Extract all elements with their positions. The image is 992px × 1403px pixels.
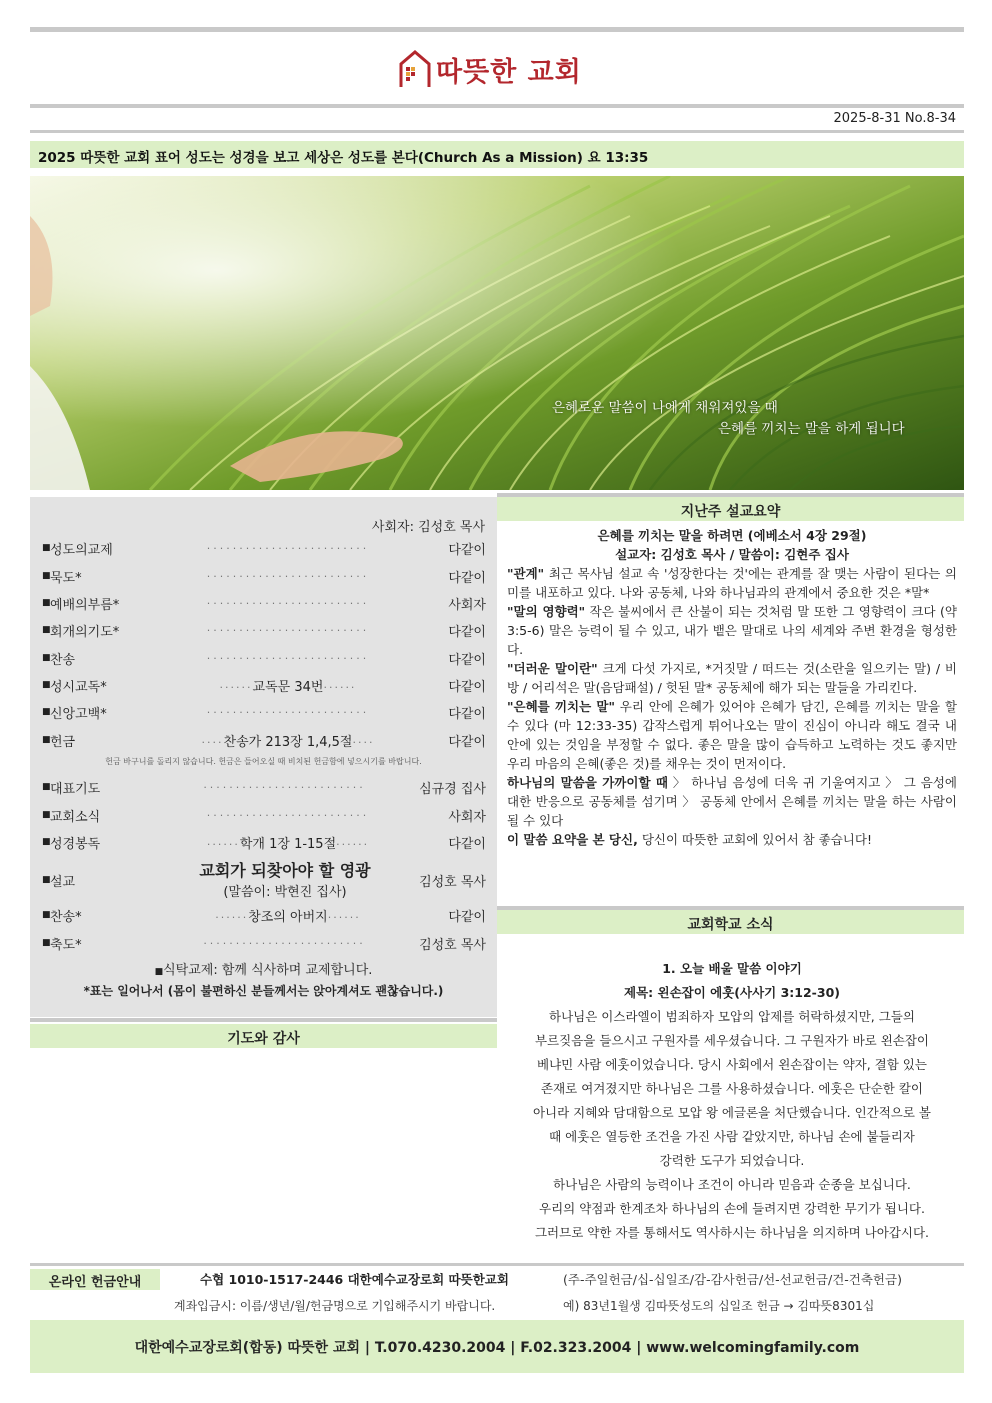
order-item: ■ 교회소식 ························· 사회자 — [42, 804, 486, 826]
summary-closing: 이 말씀 요약을 본 당신, 당신이 따뜻한 교회에 있어서 참 좋습니다! — [507, 832, 872, 847]
school-news — [507, 957, 957, 1245]
order-item-leader: 사회자 — [448, 597, 486, 613]
online-instruction: 계좌입금시: 이름/생년/월/헌금명으로 기입해주시기 바랍니다. — [174, 1299, 496, 1313]
sermon-speaker: (말씀이: 박현진 집사) — [223, 885, 347, 900]
order-item-detail: 학개 1장 1-15절 — [239, 836, 337, 852]
order-item: ■ 성도의교제 ························· 다같이 — [42, 537, 486, 559]
order-item-leader: 사회자 — [448, 809, 486, 825]
footer-contact: 대한예수교장로회(합동) 따뜻한 교회 | T.070.4230.2004 | F.02.323.2004 | www.welcomingfamily.com — [30, 1320, 964, 1373]
summary-paragraph: "관계" 최근 목사님 설교 속 '성장한다는 것'에는 관계를 잘 맺는 사람이 된다는 의미를 내포하고 있다. 나와 공동체, 나와 하나님과의 관계에서 중요한 것은 *말* — [507, 566, 957, 600]
order-item-leader: 김성호 목사 — [419, 874, 486, 890]
school-line: 우리의 약점과 한계조차 하나님의 손에 들려지면 강력한 무기가 됩니다. — [539, 1201, 925, 1216]
order-item-name: 찬송* — [50, 909, 82, 925]
summary-section-title: 지난주 설교요약 — [497, 497, 964, 521]
order-item-name: 신앙고백* — [50, 706, 107, 722]
header-rule-2 — [30, 130, 964, 133]
order-item-detail: 창조의 아버지 — [248, 909, 328, 925]
school-line: 하나님은 이스라엘이 범죄하자 모압의 압제를 허락하셨지만, 그들의 — [549, 1009, 915, 1024]
order-item: ■ 신앙고백* ························· 다같이 — [42, 701, 486, 723]
worship-order-panel — [30, 497, 497, 1017]
order-item: ■ 설교 김성호 목사 — [42, 869, 486, 891]
school-section-title: 교회학교 소식 — [497, 910, 964, 934]
order-item-name: 성시교독* — [50, 679, 107, 695]
summary-byline: 설교자: 김성호 목사 / 말씀이: 김현주 집사 — [615, 547, 849, 562]
logo-text: 따뜻한 교회 — [436, 56, 582, 88]
hero-caption-line1: 은혜로운 말씀이 나에게 채워져있을 때 — [552, 400, 778, 416]
summary-paragraph: "말의 영향력" 작은 불씨에서 큰 산불이 되는 것처럼 말 또한 그 영향력이 크다 (약3:5-6) 말은 능력이 될 수 있고, 내가 뱉은 말대로 나의 세계와 주변 환경을 형성한다. — [507, 604, 957, 657]
order-item-leader: 다같이 — [448, 909, 486, 925]
hero-caption-line2: 은혜를 끼치는 말을 하게 됩니다 — [718, 421, 905, 437]
order-item-name: 묵도* — [50, 570, 82, 586]
order-item-name: 대표기도 — [50, 781, 101, 797]
order-item-name: 성도의교제 — [50, 542, 113, 558]
order-item: ■ 예배의부름* ························· 사회자 — [42, 592, 486, 614]
order-item: ■ 묵도* ························· 다같이 — [42, 565, 486, 587]
order-item: ■ 성시교독* ······교독문 34번······ 다같이 — [42, 674, 486, 696]
issue-date: 2025-8-31 No.8-34 — [833, 111, 956, 126]
order-item-name: 헌금 — [50, 734, 76, 750]
order-item-leader: 다같이 — [448, 836, 486, 852]
order-item: ■ 찬송* ······창조의 아버지······ 다같이 — [42, 904, 486, 926]
meal-note: ■식탁교제: 함께 식사하며 교제합니다. — [154, 963, 373, 978]
order-item-detail: 교독문 34번 — [252, 679, 324, 695]
summary-paragraph: "더러운 말이란" 크게 다섯 가지로, *거짓말 / 떠드는 것(소란을 일으키는 말) / 비방 / 어리석은 말(음담패설) / 헛된 말* 공동체에 해가 되는 말들을 가리킨다. — [507, 661, 958, 695]
order-item-name: 예배의부름* — [50, 597, 120, 613]
school-subject: 제목: 왼손잡이 에훗(사사기 3:12-30) — [624, 985, 840, 1000]
summary-title: 은혜를 끼치는 말을 하려면 (에베소서 4장 29절) — [597, 528, 867, 543]
house-icon — [398, 49, 432, 89]
stand-note: *표는 일어나서 (몸이 불편하신 분들께서는 앉아계셔도 괜찮습니다.) — [83, 984, 444, 998]
prayer-section-title: 기도와 감사 — [30, 1024, 497, 1048]
school-heading: 1. 오늘 배울 말씀 이야기 — [662, 961, 802, 976]
school-line: 그러므로 약한 자를 통해서도 역사하시는 하나님을 의지하며 나아갑시다. — [534, 1225, 930, 1240]
church-motto: 2025 따뜻한 교회 표어 성도는 성경을 보고 세상은 성도를 본다(Church As a Mission) 요 13:35 — [30, 141, 964, 168]
online-codes: (주-주일헌금/십-십일조/감-감사헌금/선-선교헌금/건-건축헌금) — [563, 1272, 902, 1287]
online-offering-label: 온라인 헌금안내 — [30, 1269, 160, 1290]
sermon-title: 교회가 되찾아야 할 영광 — [199, 861, 371, 880]
order-item-leader: 다같이 — [448, 652, 486, 668]
order-item-leader: 심규경 집사 — [419, 781, 486, 797]
sermon-summary — [507, 526, 957, 849]
worship-leader: 사회자: 김성호 목사 — [371, 520, 485, 535]
online-example: 예) 83년1월생 김따뜻성도의 십일조 헌금 → 김따뜻8301십 — [563, 1299, 875, 1313]
order-item-leader: 다같이 — [448, 706, 486, 722]
church-logo — [398, 44, 598, 94]
top-rule — [30, 27, 964, 32]
school-line: 베냐민 사람 에훗이었습니다. 당시 사회에서 왼손잡이는 약자, 결함 있는 — [537, 1057, 927, 1072]
order-item-leader: 다같이 — [448, 679, 486, 695]
order-item-leader: 다같이 — [448, 734, 486, 750]
school-line: 아니라 지혜와 담대함으로 모압 왕 에글론을 처단했습니다. 인간적으로 볼 — [532, 1105, 931, 1120]
order-item-name: 축도* — [50, 937, 82, 953]
order-item-leader: 다같이 — [448, 624, 486, 640]
order-item-name: 회개의기도* — [50, 624, 120, 640]
order-item: ■ 헌금 ····찬송가 213장 1,4,5절···· 다같이 — [42, 729, 486, 751]
panel-rule — [30, 1018, 497, 1022]
school-line: 때 에훗은 열등한 조건을 가진 사람 같았지만, 하나님 손에 붙들리자 — [549, 1129, 915, 1144]
order-item-leader: 다같이 — [448, 542, 486, 558]
summary-paragraph: "은혜를 끼치는 말" 우리 안에 은혜가 있어야 은혜가 담긴, 은혜를 끼치는 말을 할 수 있다 (마 12:33-35) 갑작스럽게 튀어나오는 말이 진심이 아니라 해도 결국 내 안에 있는 것임을 부정할 수 없다. 좋은 말을 많이 습득하고 노력하는 것도 좋지만 우리 마음의 은혜(좋은 것)를 채우는 것이 먼저이다. — [507, 699, 957, 771]
online-account: 수협 1010-1517-2446 대한예수교장로회 따뜻한교회 — [200, 1272, 509, 1287]
grass-illustration — [30, 176, 964, 490]
order-item: ■ 대표기도 ························· 심규경 집사 — [42, 776, 486, 798]
header-rule — [30, 104, 964, 108]
footer-rule — [30, 1263, 964, 1266]
school-line: 강력한 도구가 되었습니다. — [659, 1153, 805, 1168]
order-item-detail: 찬송가 213장 1,4,5절 — [223, 734, 353, 750]
hero-image — [30, 176, 964, 490]
school-line: 부르짖음을 들으시고 구원자를 세우셨습니다. 그 구원자가 바로 왼손잡이 — [534, 1033, 930, 1048]
order-item-name: 찬송 — [50, 652, 76, 668]
order-item: ■ 축도* ························· 김성호 목사 — [42, 932, 486, 954]
school-line: 존재로 여겨졌지만 하나님은 그를 사용하셨습니다. 에훗은 단순한 칼이 — [541, 1081, 923, 1096]
order-item-name: 성경봉독 — [50, 836, 101, 852]
school-line: 하나님은 사람의 능력이나 조건이 아니라 믿음과 순종을 보십니다. — [553, 1177, 911, 1192]
offering-note: 헌금 바구니를 돌리지 않습니다. 헌금은 들어오실 때 비치된 헌금함에 넣으시기를 바랍니다. — [105, 757, 422, 766]
order-item-name: 설교 — [50, 874, 76, 890]
order-item-leader: 김성호 목사 — [419, 937, 486, 953]
order-item-name: 교회소식 — [50, 809, 101, 825]
order-item: ■ 성경봉독 ······학개 1장 1-15절······ 다같이 — [42, 831, 486, 853]
order-item-leader: 다같이 — [448, 570, 486, 586]
order-item: ■ 찬송 ························· 다같이 — [42, 647, 486, 669]
summary-paragraph: 하나님의 말씀을 가까이할 때 〉 하나님 음성에 더욱 귀 기울여지고 〉 그 음성에 대한 반응으로 공동체를 섬기며 〉 공동체 안에서 은혜를 끼치는 말을 하는 사람이 될 수 있다 — [507, 775, 957, 828]
order-item: ■ 회개의기도* ························· 다같이 — [42, 619, 486, 641]
